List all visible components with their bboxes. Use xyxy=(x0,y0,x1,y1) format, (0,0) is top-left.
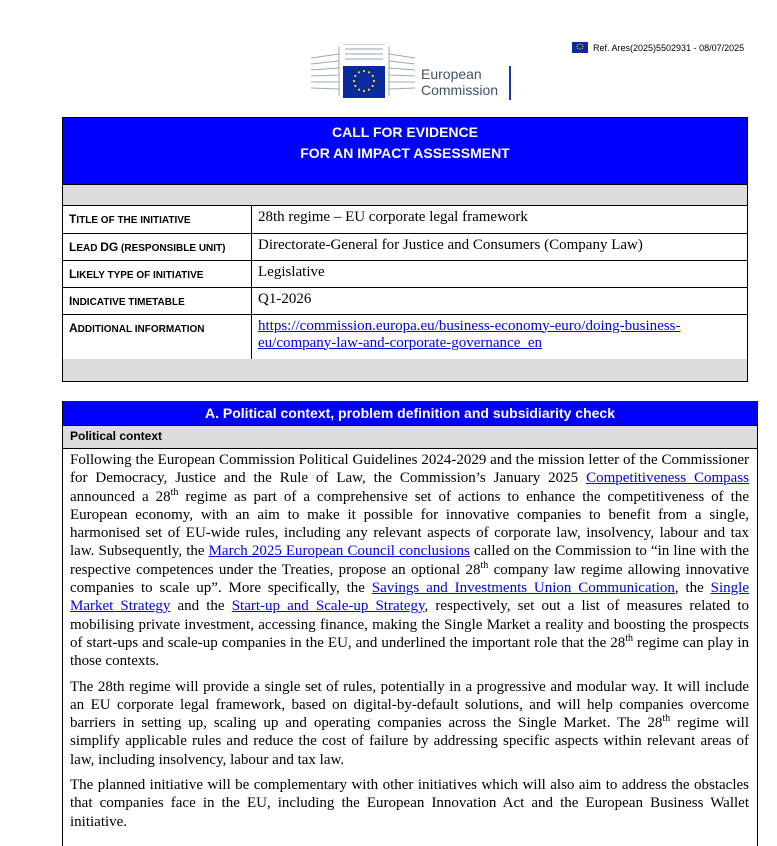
row-label: LIKELY TYPE OF INITIATIVE xyxy=(63,260,252,287)
initiative-title-value: 28th regime – EU corporate legal framework xyxy=(252,206,748,233)
logo-divider xyxy=(509,66,511,100)
logo-line-2: Commission xyxy=(421,82,499,98)
table-row xyxy=(63,206,747,233)
row-label: ADDITIONAL INFORMATION xyxy=(63,314,252,360)
startup-scaleup-strategy-link[interactable]: Start-up and Scale-up Strategy xyxy=(231,598,425,615)
single-market-strategy-link[interactable]: Single Market Strategy xyxy=(70,580,749,615)
paragraph-3: The planned initiative will be complementary with other initiatives which will also aim to address the obstacles that companies face in the EU, including the European Innovation Act and the European Business Wallet initiative. xyxy=(70,777,749,830)
lead-dg-value: Directorate-General for Justice and Consumers (Company Law) xyxy=(252,233,748,260)
section-title: A. Political context, problem definition and subsidiarity check xyxy=(63,401,757,425)
eu-flag-icon xyxy=(572,42,588,53)
initiative-summary-box xyxy=(62,117,748,382)
document-reference xyxy=(572,42,744,53)
spacer-row-bottom xyxy=(63,359,747,381)
document-title-line-2: FOR AN IMPACT ASSESSMENT xyxy=(300,145,510,161)
paragraph-1: Following the European Commission Political Guidelines 2024-2029 and the mission letter of the Commissioner for Democracy, Justice and the Rule of Law, the Commission’s January 2025 Competitiveness Compass announced a 28th regime as part of a comprehensive set of actions to enhance the competitiveness of the European economy, with an aim to make it possible for innovative companies to benefit from a single, harmonised set of EU-wide rules, including any relevant aspects of corporate law, insolvency, labour and tax law. Subsequently, the March 2025 European Council conclusions called on the Commission to “in line with the respective competences under the Treaties, propose an optional 28th company law regime allowing innovative companies to scale up”. More specifically, the Savings and Investments Union Communication, the Single Market Strategy and the Start-up and Scale-up Strategy, respectively, set out a list of measures related to mobilising private investment, accessing finance, making the Single Market a reality and boosting the prospects of start-ups and scale-up companies in the EU, and underlined the important role that the 28th regime can play in those contexts. xyxy=(70,452,749,670)
table-row xyxy=(63,260,747,287)
european-council-conclusions-link[interactable]: March 2025 European Council conclusions xyxy=(208,543,470,560)
additional-info-link[interactable]: https://commission.europa.eu/business-economy-euro/doing-business- eu/company-law-and-corporate-governance_en xyxy=(258,317,681,351)
table-row xyxy=(63,287,747,314)
table-row xyxy=(63,233,747,260)
section-body xyxy=(63,449,757,831)
document-title-line-1: CALL FOR EVIDENCE xyxy=(332,124,478,140)
european-commission-logo xyxy=(309,44,514,100)
subsection-title: Political context xyxy=(63,425,757,449)
savings-investments-union-link[interactable]: Savings and Investments Union Communication xyxy=(371,580,675,597)
section-political-context xyxy=(62,401,758,846)
initiative-type-value: Legislative xyxy=(252,260,748,287)
row-label: LEAD DG (RESPONSIBLE UNIT) xyxy=(63,233,252,260)
competitiveness-compass-link[interactable]: Competitiveness Compass xyxy=(586,470,749,487)
logo-line-1: European xyxy=(421,66,482,82)
row-label: TITLE OF THE INITIATIVE xyxy=(63,206,252,233)
initiative-info-table xyxy=(63,206,747,361)
timetable-value: Q1-2026 xyxy=(252,287,748,314)
spacer-row xyxy=(63,184,747,206)
reference-text: Ref. Ares(2025)5502931 - 08/07/2025 xyxy=(593,42,745,53)
paragraph-2: The 28th regime will provide a single set of rules, potentially in a progressive and modular way. It will include an EU corporate legal framework, based on digital-by-default solutions, and will help companies overcome barriers in setting up, scaling up and operating companies across the Single Market. The 28th regime will simplify applicable rules and reduce the cost of failure by addressing specific aspects within relevant areas of law, including insolvency, labour and tax law. xyxy=(70,678,750,768)
logo-wordmark xyxy=(421,66,498,98)
commission-building-icon xyxy=(309,44,419,100)
row-label: INDICATIVE TIMETABLE xyxy=(63,287,252,314)
additional-info-value xyxy=(252,314,748,360)
document-title-banner xyxy=(63,118,747,184)
table-row xyxy=(63,314,747,360)
